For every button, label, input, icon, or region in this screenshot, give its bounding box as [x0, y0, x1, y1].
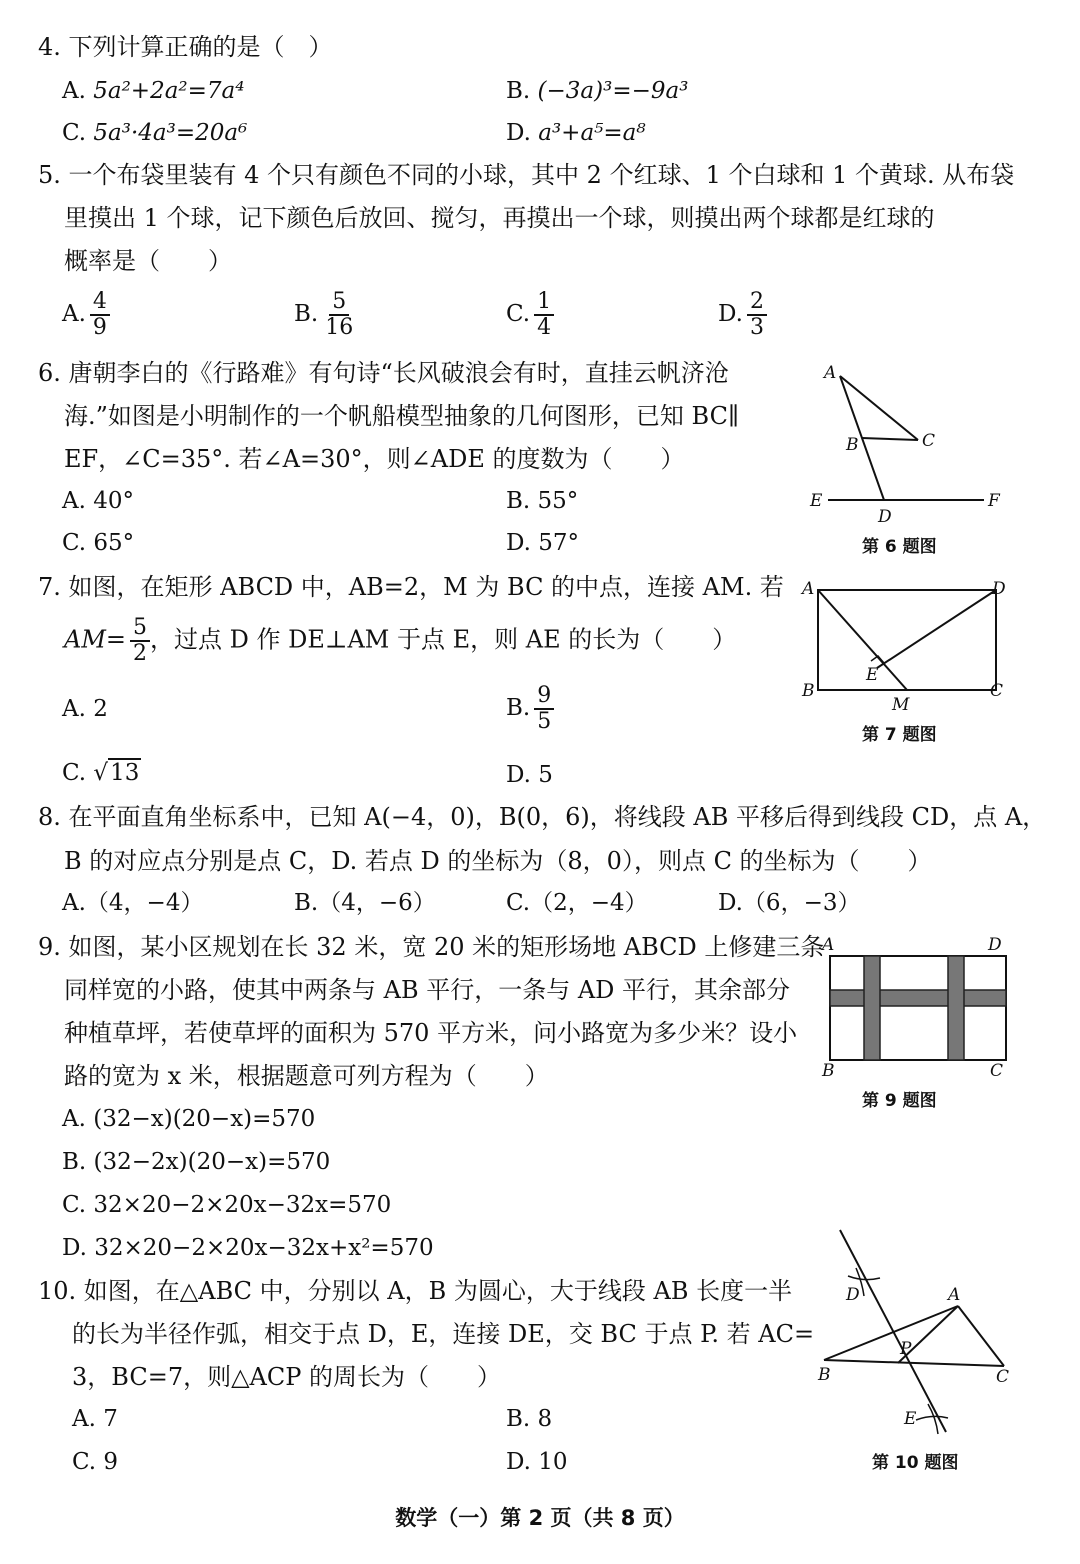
q10-label-b: B	[818, 1365, 831, 1385]
q9-caption: 第 9 题图	[862, 1091, 937, 1111]
q5-line1: 5. 一个布袋里装有 4 个只有颜色不同的小球，其中 2 个红球、1 个白球和 1 个黄球. 从布袋	[38, 161, 1015, 189]
q10-caption: 第 10 题图	[872, 1453, 959, 1473]
q6-caption: 第 6 题图	[862, 537, 937, 557]
q10-option-b: B. 8	[506, 1406, 553, 1432]
q9-option-c: C. 32×20−2×20x−32x=570	[62, 1192, 392, 1218]
q10-line1: 10. 如图，在△ABC 中，分别以 A，B 为圆心，大于线段 AB 长度一半	[38, 1277, 793, 1305]
q7-label-d: D	[992, 579, 1006, 599]
q8-option-a: A.（4，−4）	[62, 890, 204, 916]
q8-option-c: C.（2，−4）	[506, 890, 648, 916]
q10-arc-e1	[916, 1416, 948, 1420]
q6-figure	[800, 358, 1020, 528]
q6-line3: EF，∠C=35°. 若∠A=30°，则∠ADE 的度数为（ ）	[64, 445, 685, 473]
q9-path-vertical-2	[948, 956, 964, 1060]
q7-caption: 第 7 题图	[862, 725, 937, 745]
q10-label-a: A	[948, 1285, 961, 1305]
q9-line1: 9. 如图，某小区规划在长 32 米，宽 20 米的矩形场地 ABCD 上修建三条	[38, 933, 825, 961]
q10-line-ac	[958, 1306, 1004, 1366]
q6-label-f: F	[988, 491, 1000, 511]
q7-option-d: D. 5	[506, 762, 553, 788]
q6-label-d: D	[878, 507, 892, 527]
q10-label-e: E	[904, 1409, 917, 1429]
q5-line3: 概率是（ ）	[64, 247, 232, 275]
q6-line2: 海.”如图是小明制作的一个帆船模型抽象的几何图形，已知 BC∥	[64, 402, 740, 430]
q6-line1: 6. 唐朝李白的《行路难》有句诗“长风破浪会有时，直挂云帆济沧	[38, 359, 729, 387]
q6-label-e: E	[810, 491, 823, 511]
q6-option-b: B. 55°	[506, 488, 579, 514]
q6-option-d: D. 57°	[506, 530, 580, 556]
q10-figure	[808, 1224, 1030, 1440]
q9-figure	[812, 932, 1022, 1082]
q10-label-d: D	[846, 1285, 860, 1305]
q9-label-b: B	[822, 1061, 835, 1081]
q5-line2: 里摸出 1 个球，记下颜色后放回、搅匀，再摸出一个球，则摸出两个球都是红球的	[64, 204, 935, 232]
q9-line2: 同样宽的小路，使其中两条与 AB 平行，一条与 AD 平行，其余部分	[64, 976, 791, 1004]
q10-line-ba	[824, 1306, 958, 1360]
q4-option-a: A. 5a²+2a²=7a⁴	[62, 78, 245, 104]
q9-line4: 路的宽为 x 米，根据题意可列方程为（ ）	[64, 1062, 549, 1090]
q9-label-d: D	[988, 935, 1002, 955]
q7-figure	[796, 572, 1016, 722]
q10-option-d: D. 10	[506, 1449, 568, 1475]
q5-option-b: B. $\frac{5}{16}$	[294, 289, 354, 340]
q7-label-a: A	[802, 579, 815, 599]
q7-label-e: E	[866, 665, 879, 685]
q7-line-de	[877, 590, 996, 668]
q7-label-m: M	[892, 695, 910, 715]
q9-line3: 种植草坪，若使草坪的面积为 570 平方米，问小路宽为多少米？设小	[64, 1019, 798, 1047]
q6-line-bc	[862, 438, 918, 440]
q10-line3: 3，BC=7，则△ACP 的周长为（ ）	[72, 1363, 502, 1391]
q6-label-a: A	[824, 363, 837, 383]
q9-label-a: A	[822, 935, 835, 955]
q9-label-c: C	[990, 1061, 1004, 1081]
q4-option-d: D. a³+a⁵=a⁸	[506, 120, 646, 146]
q8-option-b: B.（4，−6）	[294, 890, 436, 916]
q6-label-c: C	[922, 431, 936, 451]
q7-line-am	[818, 590, 907, 690]
q5-option-c: C. $\frac{1}{4}$	[506, 290, 554, 340]
q10-line-bc	[824, 1360, 1004, 1366]
q5-option-a: A. $\frac{4}{9}$	[62, 290, 110, 340]
q10-line2: 的长为半径作弧，相交于点 D，E，连接 DE，交 BC 于点 P. 若 AC=	[72, 1320, 815, 1348]
q10-line-de	[840, 1230, 946, 1432]
q4-option-c: C. 5a³·4a³=20a⁶	[62, 120, 248, 146]
q4-option-b: B. (−3a)³=−9a³	[506, 78, 689, 104]
q6-label-b: B	[846, 435, 859, 455]
q9-option-d: D. 32×20−2×20x−32x+x²=570	[62, 1235, 434, 1261]
q10-option-c: C. 9	[72, 1449, 119, 1475]
q9-option-b: B. (32−2x)(20−x)=570	[62, 1149, 331, 1175]
q8-line2: B 的对应点分别是点 C，D. 若点 D 的坐标为（8，0），则点 C 的坐标为（ ）	[64, 847, 932, 875]
q9-path-horizontal	[830, 990, 1006, 1006]
q8-option-d: D.（6，−3）	[718, 890, 861, 916]
q6-option-a: A. 40°	[62, 488, 134, 514]
q7-rect-abcd	[818, 590, 996, 690]
q7-label-c: C	[990, 681, 1004, 701]
q9-rect-abcd	[830, 956, 1006, 1060]
q7-line2: AM= $\frac{5}{2}$ ，过点 D 作 DE⊥AM 于点 E，则 AE 的长为（ ）	[64, 615, 737, 666]
q6-option-c: C. 65°	[62, 530, 135, 556]
q10-option-a: A. 7	[72, 1406, 118, 1432]
q7-label-b: B	[802, 681, 815, 701]
q7-option-c: C. √13	[62, 760, 140, 786]
q4-stem: 4. 下列计算正确的是（ ）	[38, 33, 333, 61]
q7-line1: 7. 如图，在矩形 ABCD 中，AB=2，M 为 BC 的中点，连接 AM. 若	[38, 573, 784, 601]
q10-label-c: C	[996, 1367, 1010, 1387]
q7-option-b: B. $\frac{9}{5}$	[506, 684, 554, 734]
q10-label-p: P	[900, 1339, 912, 1359]
q9-option-a: A. (32−x)(20−x)=570	[62, 1106, 316, 1132]
q5-option-d: D. $\frac{2}{3}$	[718, 290, 767, 340]
q8-line1: 8. 在平面直角坐标系中，已知 A(−4，0)，B(0，6)，将线段 AB 平移后得到线段 CD，点 A，	[38, 803, 1047, 831]
page-footer: 数学（一）第 2 页（共 8 页）	[395, 1506, 685, 1530]
q7-option-a: A. 2	[62, 696, 108, 722]
q9-path-vertical-1	[864, 956, 880, 1060]
